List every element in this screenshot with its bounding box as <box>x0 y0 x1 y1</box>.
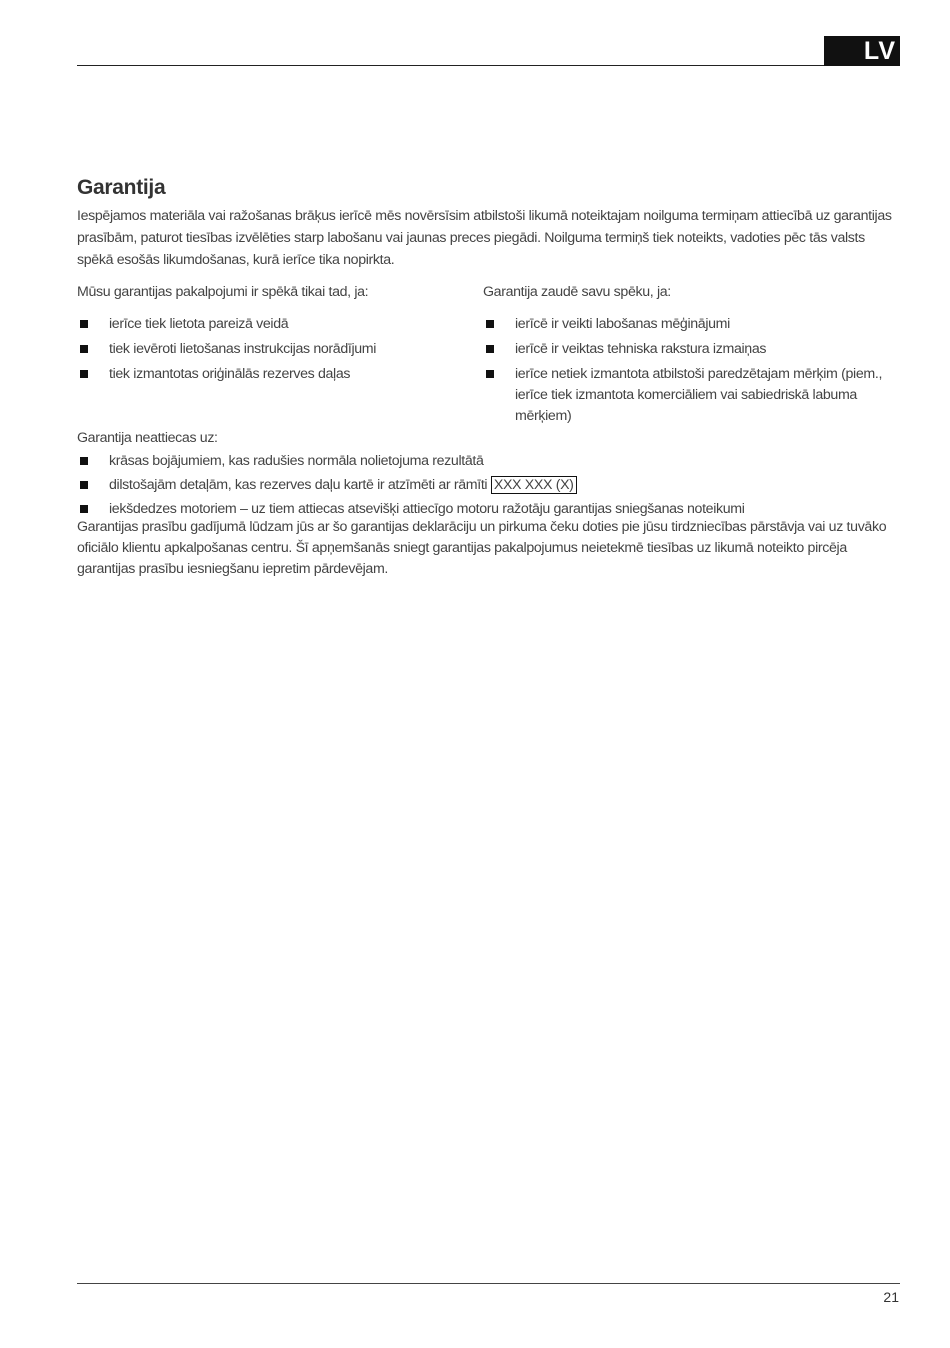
not-covered-heading: Garantija neattiecas uz: <box>77 430 218 446</box>
list-item: ierīcē ir veiktas tehniska rakstura izmaiņas <box>483 339 883 360</box>
list-item: ierīce tiek lietota pareizā veidā <box>77 314 457 335</box>
list-item: tiek ievēroti lietošanas instrukcijas norādījumi <box>77 339 457 360</box>
footer-rule <box>77 1283 900 1284</box>
square-bullet-icon <box>80 481 88 489</box>
closing-paragraph: Garantijas prasību gadījumā lūdzam jūs ar šo garantijas deklarāciju un pirkuma čeku doties pie jūsu tirdzniecības pārstāvja vai uz tuvāko oficiālo klientu apkalpošanas centru. Šī apņemšanās sniegt garantijas pakalpojumus neietekmē tiesības uz likumā noteikto pircēja garantijas prasību iesniegšanu iepretim pārdevējam. <box>77 519 887 577</box>
list-item: iekšdedzes motoriem – uz tiem attiecas atsevišķi attiecīgo motoru ražotāju garantijas sniegšanas noteikumi <box>77 499 900 520</box>
void-conditions-section <box>483 282 883 431</box>
list-item: tiek izmantotas oriģinālās rezerves daļas <box>77 364 457 385</box>
list-item: ierīcē ir veikti labošanas mēģinājumi <box>483 314 883 335</box>
language-badge: LV <box>824 36 900 66</box>
valid-conditions-heading: Mūsu garantijas pakalpojumi ir spēkā tikai tad, ja: <box>77 284 369 300</box>
header-rule <box>77 65 900 66</box>
square-bullet-icon <box>80 505 88 513</box>
not-covered-list <box>77 451 900 520</box>
square-bullet-icon <box>80 320 88 328</box>
square-bullet-icon <box>486 345 494 353</box>
list-item: ierīce netiek izmantota atbilstoši paredzētajam mērķim (piem., ierīce tiek izmantota komerciāliem vai sabiedriskā labuma mērķiem) <box>483 364 883 427</box>
part-code-box: XXX XXX (X) <box>491 476 577 494</box>
square-bullet-icon <box>486 370 494 378</box>
page-title: Garantija <box>77 176 166 199</box>
intro-paragraph: Iespējamos materiāla vai ražošanas brāķus ierīcē mēs novērsīsim atbilstoši likumā noteiktajam noilguma termiņam attiecībā uz garantijas prasībām, paturot tiesības izvēlēties starp labošanu vai jaunas preces piegādi. Noilguma termiņš tiek noteikts, vadoties pēc tās valsts spēkā esošās likumdošanas, kurā ierīce tika nopirkta. <box>77 208 892 268</box>
not-covered-section <box>77 428 900 523</box>
void-conditions-list <box>483 314 883 427</box>
square-bullet-icon <box>80 457 88 465</box>
list-item: dilstošajām detaļām, kas rezerves daļu kartē ir atzīmēti ar rāmīti XXX XXX (X) <box>77 475 900 496</box>
square-bullet-icon <box>486 320 494 328</box>
square-bullet-icon <box>80 345 88 353</box>
list-item: krāsas bojājumiem, kas radušies normāla nolietojuma rezultātā <box>77 451 900 472</box>
page-number: 21 <box>883 1289 899 1305</box>
void-conditions-heading: Garantija zaudē savu spēku, ja: <box>483 284 671 300</box>
valid-conditions-section <box>77 282 457 389</box>
valid-conditions-list <box>77 314 457 385</box>
square-bullet-icon <box>80 370 88 378</box>
